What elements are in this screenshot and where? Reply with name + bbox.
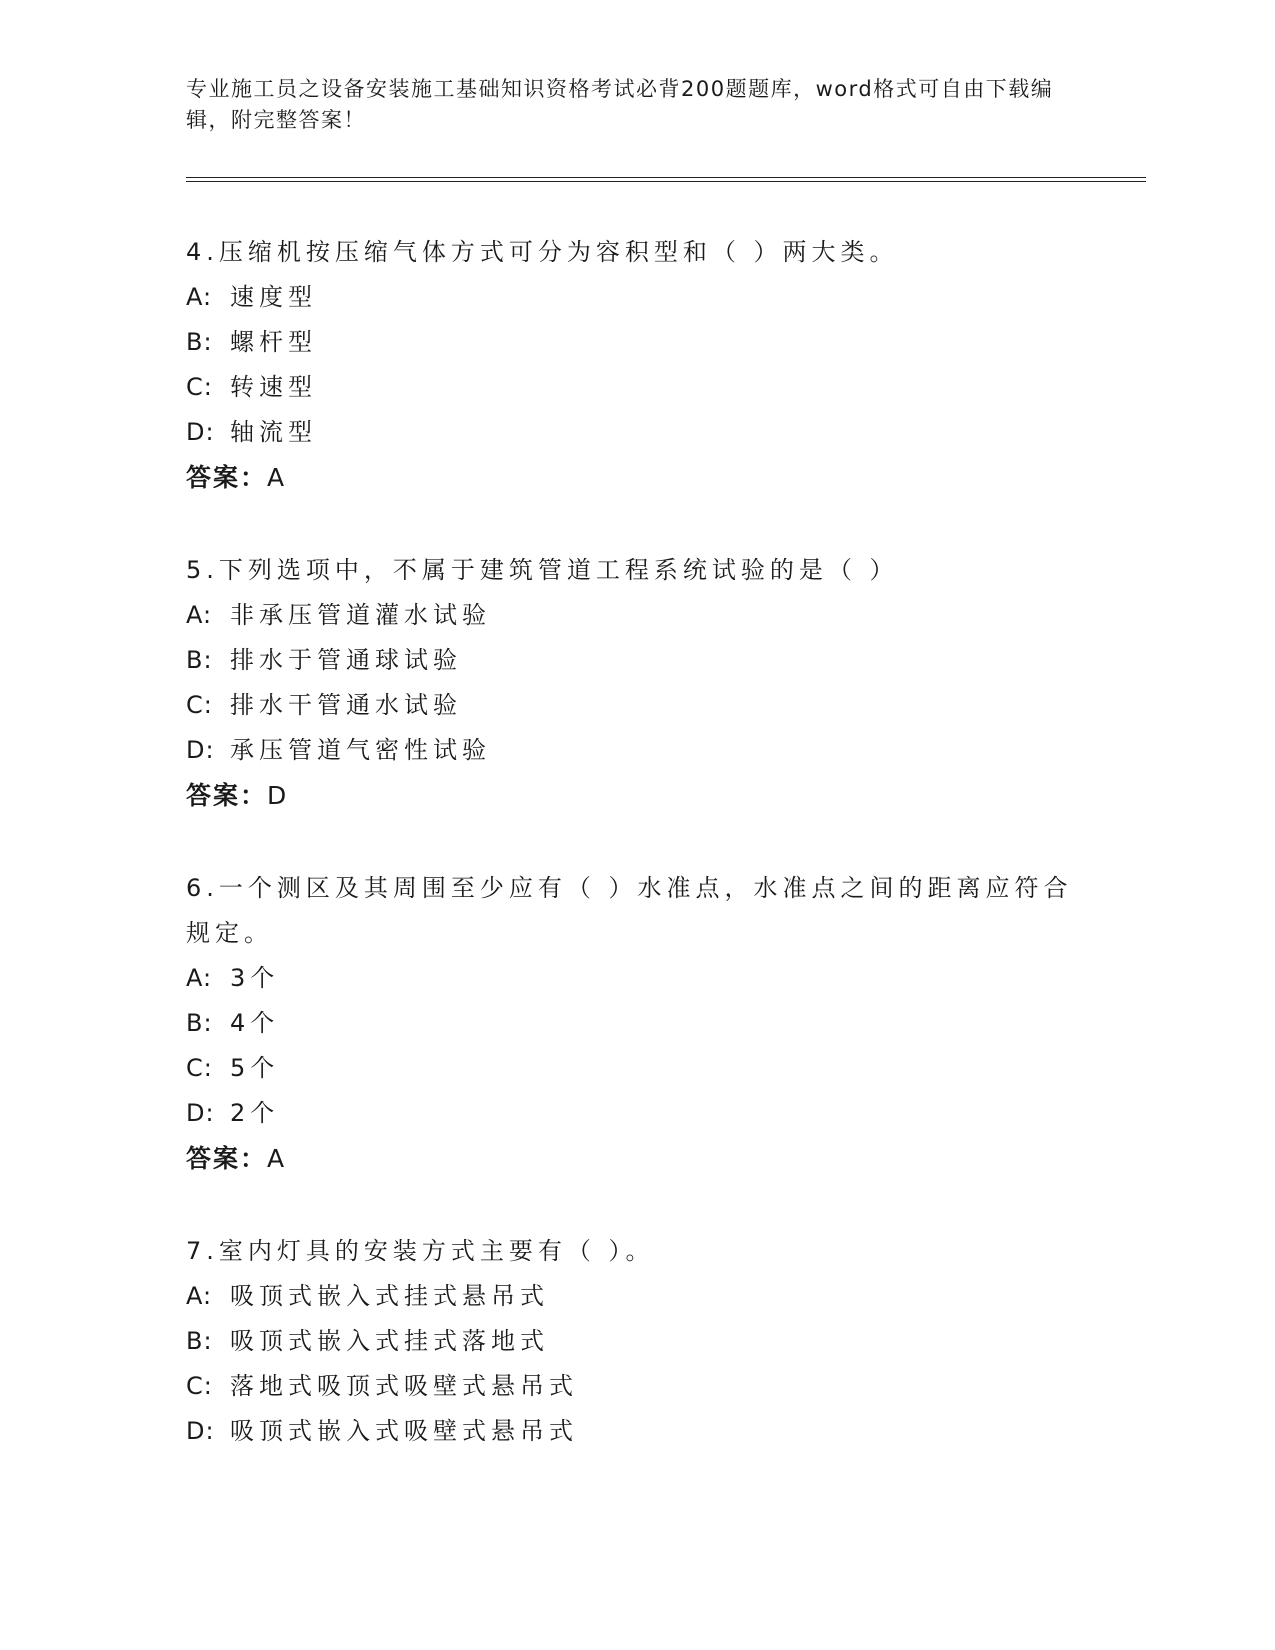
- question-stem: 5.下列选项中，不属于建筑管道工程系统试验的是（ ）: [186, 556, 899, 584]
- option-d: [186, 1091, 1086, 1136]
- question-block: [186, 230, 1086, 500]
- option-text: 吸顶式嵌入式挂式悬吊式: [230, 1282, 549, 1310]
- header-divider-top: [186, 177, 1146, 178]
- option-b: [186, 638, 1086, 683]
- option-b: [186, 320, 1086, 365]
- question-block: [186, 866, 1086, 1181]
- answer-label: 答案：: [186, 463, 268, 492]
- option-text: 承压管道气密性试验: [230, 736, 491, 764]
- question-block: [186, 1229, 1086, 1454]
- option-text: 2个: [230, 1099, 280, 1127]
- option-letter: D:: [186, 736, 215, 764]
- answer-value: D: [267, 781, 289, 810]
- option-a: [186, 1274, 1086, 1319]
- option-b: [186, 1001, 1086, 1046]
- option-text: 非承压管道灌水试验: [230, 601, 491, 629]
- answer-label: 答案：: [186, 1144, 268, 1173]
- option-letter: D:: [186, 418, 215, 446]
- option-letter: B:: [186, 328, 213, 356]
- option-c: [186, 683, 1086, 728]
- option-letter: D:: [186, 1417, 215, 1445]
- option-a: [186, 956, 1086, 1001]
- option-letter: B:: [186, 1009, 213, 1037]
- question-stem: 7.室内灯具的安装方式主要有（ ）。: [186, 1237, 655, 1265]
- option-letter: A:: [186, 601, 213, 629]
- answer-line: [186, 455, 1086, 500]
- option-text: 4个: [230, 1009, 280, 1037]
- option-text: 速度型: [230, 283, 317, 311]
- answer-value: A: [267, 463, 287, 492]
- option-letter: B:: [186, 646, 213, 674]
- answer-value: A: [267, 1144, 287, 1173]
- option-letter: B:: [186, 1327, 213, 1355]
- option-letter: C:: [186, 691, 213, 719]
- option-letter: D:: [186, 1099, 215, 1127]
- question-stem: 6.一个测区及其周围至少应有（ ）水准点，水准点之间的距离应符合规定。: [186, 874, 1073, 947]
- option-d: [186, 728, 1086, 773]
- answer-line: [186, 1136, 1086, 1181]
- option-text: 吸顶式嵌入式吸壁式悬吊式: [230, 1417, 578, 1445]
- option-b: [186, 1319, 1086, 1364]
- option-text: 螺杆型: [230, 328, 317, 356]
- option-text: 吸顶式嵌入式挂式落地式: [230, 1327, 549, 1355]
- option-text: 落地式吸顶式吸壁式悬吊式: [230, 1372, 578, 1400]
- option-text: 轴流型: [230, 418, 317, 446]
- option-text: 3个: [230, 964, 280, 992]
- option-letter: C:: [186, 373, 213, 401]
- option-text: 5个: [230, 1054, 280, 1082]
- option-letter: C:: [186, 1372, 213, 1400]
- option-letter: C:: [186, 1054, 213, 1082]
- option-c: [186, 365, 1086, 410]
- question-stem: 4.压缩机按压缩气体方式可分为容积型和（ ）两大类。: [186, 238, 899, 266]
- answer-label: 答案：: [186, 781, 268, 810]
- option-letter: A:: [186, 1282, 213, 1310]
- option-text: 排水干管通水试验: [230, 691, 462, 719]
- option-d: [186, 1409, 1086, 1454]
- option-text: 排水于管通球试验: [230, 646, 462, 674]
- option-letter: A:: [186, 964, 213, 992]
- option-a: [186, 593, 1086, 638]
- option-c: [186, 1364, 1086, 1409]
- header-divider-bottom: [186, 181, 1146, 182]
- answer-line: [186, 773, 1086, 818]
- question-block: [186, 548, 1086, 818]
- option-d: [186, 410, 1086, 455]
- option-c: [186, 1046, 1086, 1091]
- option-letter: A:: [186, 283, 213, 311]
- document-header: 专业施工员之设备安装施工基础知识资格考试必背200题题库，word格式可自由下载编辑，附完整答案！: [186, 77, 1054, 132]
- option-a: [186, 275, 1086, 320]
- option-text: 转速型: [230, 373, 317, 401]
